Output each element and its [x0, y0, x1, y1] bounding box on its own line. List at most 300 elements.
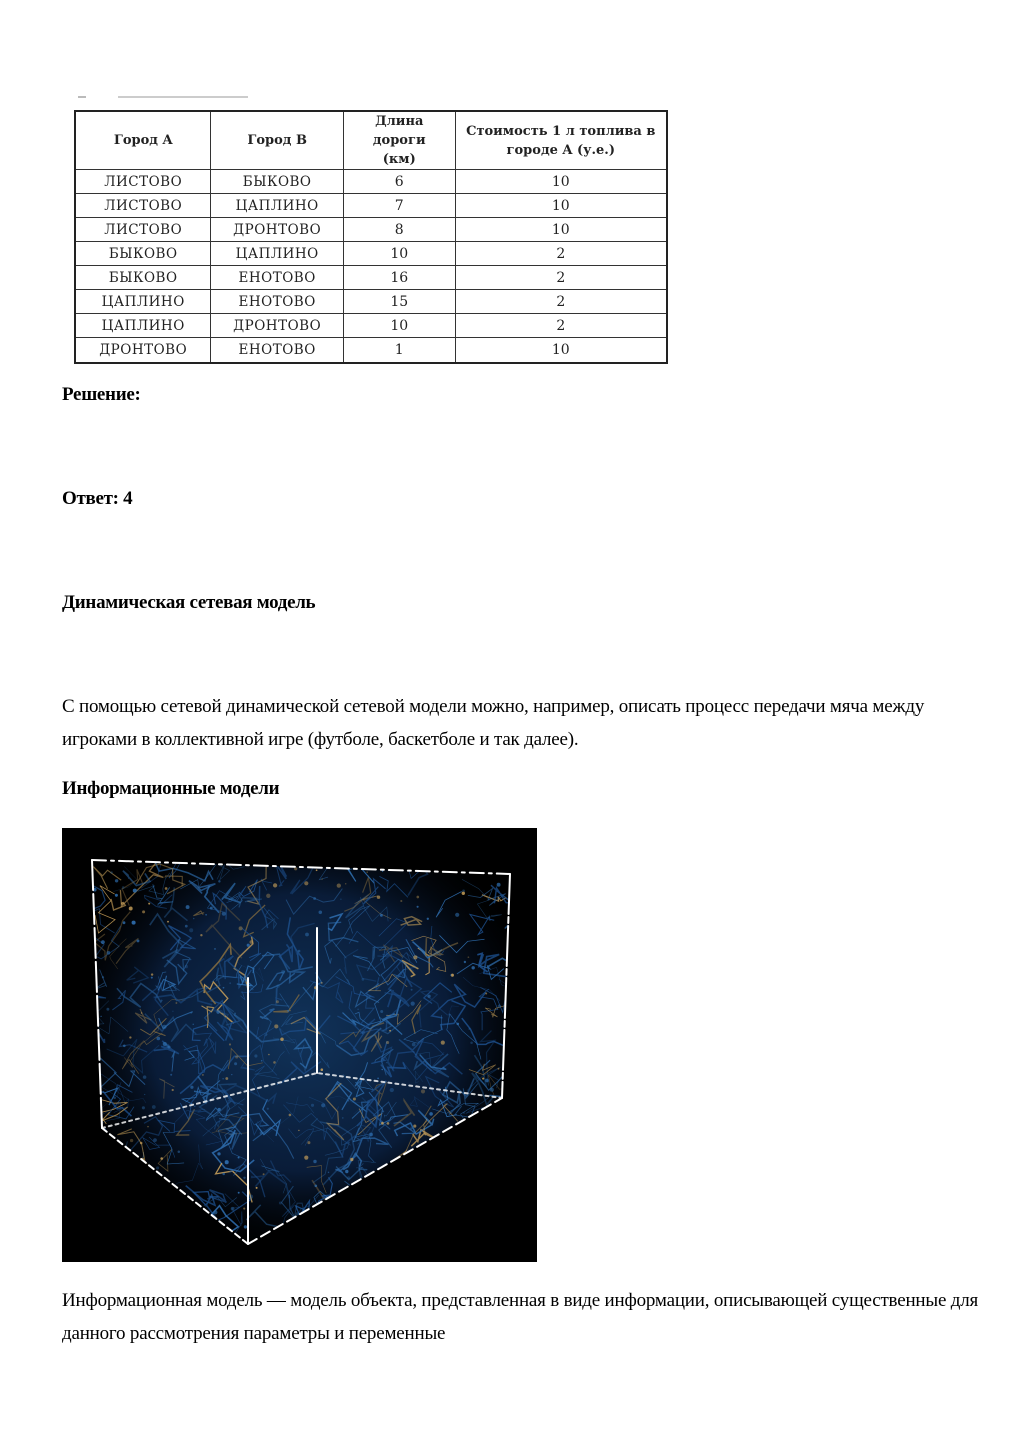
filament-strand [425, 1172, 441, 1183]
section-title-information-models: Информационные модели [62, 778, 280, 799]
filament-strand [80, 1179, 91, 1195]
answer-text: Ответ: 4 [62, 488, 133, 509]
galaxy-cluster-dot [347, 1176, 350, 1179]
filament-strand [303, 1222, 323, 1245]
galaxy-cluster-dot [250, 940, 254, 944]
galaxy-cluster-dot [85, 941, 88, 944]
cell-city-b: ЕНОТОВО [211, 290, 344, 314]
galaxy-cluster-dot [143, 1075, 147, 1079]
galaxy-cluster-dot [313, 897, 316, 900]
galaxy-cluster-dot [107, 951, 111, 955]
galaxy-cluster-dot [147, 1126, 149, 1128]
galaxy-cluster-dot [307, 1141, 310, 1144]
galaxy-cluster-dot [162, 1025, 166, 1029]
galaxy-cluster-dot [463, 1112, 465, 1114]
galaxy-cluster-dot [217, 1152, 220, 1155]
galaxy-cluster-dot [390, 1088, 394, 1092]
galaxy-cluster-dot [450, 974, 451, 975]
galaxy-cluster-dot [411, 989, 413, 991]
galaxy-cluster-dot [193, 918, 195, 920]
filament-strand [381, 1211, 401, 1224]
galaxy-cluster-dot [514, 1086, 516, 1088]
galaxy-cluster-dot [263, 1173, 265, 1175]
galaxy-cluster-dot [517, 1232, 518, 1233]
galaxy-cluster-dot [490, 1088, 494, 1092]
filament-strand [472, 1203, 500, 1259]
galaxy-cluster-dot [280, 1038, 284, 1042]
filament-strand [495, 1126, 526, 1153]
galaxy-cluster-dot [276, 1000, 279, 1003]
filament-strand [472, 1155, 485, 1182]
cell-fuel-cost: 10 [455, 170, 667, 194]
galaxy-cluster-dot [472, 966, 475, 969]
galaxy-cluster-dot [188, 1233, 191, 1236]
galaxy-cluster-dot [485, 1079, 489, 1083]
filament-strand [476, 1118, 513, 1138]
table-row [75, 266, 667, 290]
cell-fuel-cost: 10 [455, 218, 667, 242]
galaxy-cluster-dot [498, 1005, 501, 1008]
galaxy-cluster-dot [402, 1173, 403, 1174]
filament-strand [140, 1165, 153, 1200]
filament-strand [367, 1204, 394, 1230]
filament-strand [75, 1015, 85, 1053]
table-row [75, 242, 667, 266]
galaxy-cluster-dot [345, 883, 347, 885]
filament-strand [513, 831, 537, 896]
section-title-dynamic-model: Динамическая сетевая модель [62, 592, 316, 613]
galaxy-cluster-dot [218, 880, 220, 882]
galaxy-cluster-dot [410, 1223, 413, 1226]
galaxy-cluster-dot [216, 1010, 219, 1013]
galaxy-cluster-dot [492, 1160, 496, 1164]
galaxy-cluster-dot [485, 993, 487, 995]
galaxy-cluster-dot [510, 1200, 513, 1203]
filament-strand [393, 1190, 410, 1197]
table-header-row [75, 111, 667, 170]
galaxy-cluster-dot [214, 948, 216, 950]
galaxy-cluster-dot [175, 1002, 177, 1004]
galaxy-cluster-dot [137, 1228, 140, 1231]
galaxy-cluster-dot [81, 1178, 84, 1181]
galaxy-cluster-dot [515, 987, 518, 990]
galaxy-cluster-dot [470, 1211, 471, 1212]
filament-strand [82, 1117, 96, 1139]
filament-strand [476, 1212, 500, 1253]
galaxy-cluster-dot [151, 977, 153, 979]
galaxy-cluster-dot [315, 1185, 318, 1188]
filament-strand [332, 1214, 345, 1227]
galaxy-cluster-dot [381, 1122, 384, 1125]
galaxy-cluster-dot [289, 1114, 292, 1117]
galaxy-cluster-dot [316, 869, 318, 871]
filament-strand [83, 1131, 99, 1159]
galaxy-cluster-dot [124, 1167, 126, 1169]
galaxy-cluster-dot [148, 903, 150, 905]
cell-road-length: 15 [343, 290, 455, 314]
galaxy-cluster-dot [304, 1156, 308, 1160]
galaxy-cluster-dot [505, 1092, 508, 1095]
galaxy-cluster-dot [101, 940, 105, 944]
galaxy-cluster-dot [165, 887, 168, 890]
galaxy-cluster-dot [296, 1212, 300, 1216]
filament-strand [95, 1203, 115, 1236]
filament-strand [120, 1197, 174, 1227]
table-row [75, 170, 667, 194]
galaxy-cluster-dot [516, 1019, 518, 1021]
galaxy-cluster-dot [366, 871, 368, 873]
galaxy-cluster-dot [113, 1096, 116, 1099]
galaxy-cluster-dot [377, 895, 380, 898]
filament-strand [137, 1214, 167, 1225]
galaxy-cluster-dot [243, 1177, 245, 1179]
filament-strand [455, 1184, 502, 1201]
table-row [75, 314, 667, 338]
galaxy-cluster-dot [380, 914, 383, 917]
cell-city-b: ЦАПЛИНО [211, 194, 344, 218]
galaxy-cluster-dot [473, 1154, 474, 1155]
filament-strand [344, 1213, 375, 1224]
galaxy-cluster-dot [498, 1068, 500, 1070]
galaxy-cluster-dot [415, 1154, 418, 1157]
filament-strand [427, 828, 471, 858]
filament-strand [87, 1204, 114, 1228]
filament-strand [505, 1236, 529, 1262]
cell-road-length: 8 [343, 218, 455, 242]
galaxy-cluster-dot [386, 1062, 387, 1063]
filament-strand [62, 1161, 93, 1185]
galaxy-cluster-dot [235, 1055, 238, 1058]
filament-strand [448, 1166, 469, 1201]
galaxy-cluster-dot [482, 1184, 484, 1186]
galaxy-cluster-dot [225, 1077, 228, 1080]
galaxy-cluster-dot [234, 1062, 237, 1065]
galaxy-cluster-dot [370, 1234, 372, 1236]
cell-fuel-cost: 2 [455, 242, 667, 266]
galaxy-cluster-dot [104, 1214, 107, 1217]
galaxy-cluster-dot [167, 921, 169, 923]
filament-strand [75, 1171, 108, 1180]
galaxy-cluster-dot [362, 1031, 365, 1034]
galaxy-cluster-dot [328, 1172, 329, 1173]
galaxy-cluster-dot [112, 1171, 114, 1173]
galaxy-cluster-dot [394, 1174, 395, 1175]
galaxy-cluster-dot [136, 1205, 140, 1209]
galaxy-cluster-dot [468, 956, 470, 958]
galaxy-cluster-dot [130, 1139, 133, 1142]
filament-strand [407, 1180, 437, 1229]
galaxy-cluster-dot [474, 1174, 476, 1176]
cell-fuel-cost: 2 [455, 290, 667, 314]
galaxy-cluster-dot [518, 980, 519, 981]
galaxy-cluster-dot [421, 1089, 425, 1093]
filament-strand [511, 1161, 537, 1182]
galaxy-cluster-dot [130, 1156, 132, 1158]
galaxy-cluster-dot [348, 1100, 349, 1101]
galaxy-cluster-dot [321, 879, 322, 880]
galaxy-cluster-dot [274, 1024, 278, 1028]
filament-strand [477, 1159, 504, 1176]
filament-strand [164, 1225, 190, 1242]
galaxy-cluster-dot [266, 894, 270, 898]
cell-road-length: 7 [343, 194, 455, 218]
galaxy-cluster-dot [95, 1144, 99, 1148]
galaxy-cluster-dot [339, 1226, 343, 1230]
galaxy-cluster-dot [219, 858, 221, 860]
galaxy-cluster-dot [83, 1041, 84, 1042]
galaxy-cluster-dot [279, 1201, 282, 1204]
galaxy-cluster-dot [87, 902, 90, 905]
filament-strand [81, 1084, 96, 1096]
filament-strand [498, 1207, 503, 1229]
cell-city-a: ЛИСТОВО [75, 170, 211, 194]
galaxy-cluster-dot [363, 860, 367, 864]
cell-city-a: ЛИСТОВО [75, 194, 211, 218]
galaxy-cluster-dot [455, 913, 459, 917]
cell-city-b: ДРОНТОВО [211, 218, 344, 242]
galaxy-cluster-dot [340, 899, 341, 900]
galaxy-cluster-dot [506, 1041, 508, 1043]
galaxy-cluster-dot [218, 1108, 221, 1111]
galaxy-cluster-dot [507, 1230, 509, 1232]
cell-road-length: 10 [343, 314, 455, 338]
galaxy-cluster-dot [381, 1069, 382, 1070]
table-body [75, 170, 667, 364]
galaxy-cluster-dot [321, 982, 323, 984]
galaxy-cluster-dot [497, 883, 501, 887]
galaxy-cluster-dot [229, 982, 231, 984]
galaxy-cluster-dot [91, 1224, 92, 1225]
galaxy-cluster-dot [362, 978, 365, 981]
cell-city-a: БЫКОВО [75, 242, 211, 266]
galaxy-cluster-dot [239, 926, 243, 930]
galaxy-cluster-dot [467, 1236, 470, 1239]
galaxy-cluster-dot [510, 957, 512, 959]
filament-strand [393, 1174, 435, 1185]
galaxy-cluster-dot [303, 1224, 305, 1226]
cell-city-a: ДРОНТОВО [75, 338, 211, 364]
table-row [75, 290, 667, 314]
galaxy-cluster-dot [337, 883, 341, 887]
filament-strand [509, 1070, 533, 1089]
galaxy-cluster-dot [298, 1048, 300, 1050]
filament-strand [426, 1201, 461, 1243]
galaxy-cluster-dot [363, 1197, 365, 1199]
filament-strand [497, 1150, 513, 1173]
galaxy-cluster-dot [464, 961, 466, 963]
filament-strand [457, 1200, 484, 1216]
galaxy-cluster-dot [353, 1097, 356, 1100]
galaxy-cluster-dot [144, 1094, 145, 1095]
galaxy-cluster-dot [427, 918, 429, 920]
cell-road-length: 6 [343, 170, 455, 194]
galaxy-cluster-dot [515, 1183, 519, 1187]
galaxy-cluster-dot [231, 1074, 232, 1075]
galaxy-cluster-dot [399, 1167, 401, 1169]
galaxy-cluster-dot [225, 1160, 229, 1164]
header-city-b: Город B [211, 111, 344, 170]
galaxy-cluster-dot [254, 1054, 257, 1057]
filament-strand [71, 1064, 86, 1106]
galaxy-cluster-dot [141, 1012, 142, 1013]
galaxy-cluster-dot [260, 1131, 263, 1134]
filament-strand [150, 1198, 166, 1216]
galaxy-cluster-dot [115, 879, 118, 882]
filament-strand [458, 1233, 508, 1256]
galaxy-cluster-dot [281, 970, 285, 974]
galaxy-cluster-dot [170, 1074, 172, 1076]
filament-strand [307, 851, 343, 865]
galaxy-cluster-dot [101, 1016, 102, 1017]
galaxy-cluster-dot [231, 1207, 235, 1211]
galaxy-cluster-dot [90, 1048, 94, 1052]
galaxy-cluster-dot [298, 950, 301, 953]
filament-strand [70, 956, 85, 972]
filament-strand [63, 1015, 83, 1053]
galaxy-cluster-dot [157, 1037, 161, 1041]
galaxy-cluster-dot [193, 1024, 194, 1025]
galaxy-cluster-dot [380, 1010, 383, 1013]
filament-strand [517, 1070, 537, 1089]
galaxy-cluster-dot [442, 1216, 445, 1219]
table-row [75, 194, 667, 218]
galaxy-cluster-dot [210, 907, 213, 910]
galaxy-cluster-dot [261, 1060, 263, 1062]
galaxy-cluster-dot [311, 1104, 314, 1107]
galaxy-cluster-dot [129, 907, 133, 911]
galaxy-cluster-dot [123, 921, 126, 924]
filament-strand [417, 1210, 435, 1241]
galaxy-cluster-dot [428, 995, 431, 998]
filament-strand [323, 1200, 369, 1226]
galaxy-cluster-dot [190, 1086, 193, 1089]
galaxy-cluster-dot [517, 1182, 518, 1183]
filament-strand [422, 1146, 438, 1181]
galaxy-cluster-dot [123, 1044, 126, 1047]
galaxy-cluster-dot [194, 1106, 195, 1107]
cosmic-web-cube-figure [62, 828, 537, 1262]
galaxy-cluster-dot [327, 1231, 329, 1233]
galaxy-cluster-dot [83, 1051, 86, 1054]
galaxy-cluster-dot [517, 895, 519, 897]
galaxy-cluster-dot [273, 883, 277, 887]
galaxy-cluster-dot [133, 889, 137, 893]
galaxy-cluster-dot [185, 925, 188, 928]
filament-strand [442, 1196, 472, 1230]
filament-strand [79, 875, 91, 892]
galaxy-cluster-dot [416, 896, 419, 899]
galaxy-cluster-dot [152, 1105, 156, 1109]
galaxy-cluster-dot [244, 1225, 247, 1228]
galaxy-cluster-dot [205, 914, 207, 916]
galaxy-cluster-dot [411, 1002, 415, 1006]
galaxy-cluster-dot [200, 934, 202, 936]
table-row [75, 338, 667, 364]
galaxy-cluster-dot [482, 1078, 484, 1080]
galaxy-cluster-dot [222, 912, 226, 916]
galaxy-cluster-dot [295, 857, 297, 859]
filament-strand [308, 851, 324, 868]
galaxy-cluster-dot [304, 881, 308, 885]
filament-strand [469, 1170, 496, 1176]
galaxy-cluster-dot [105, 1154, 108, 1157]
cell-fuel-cost: 10 [455, 338, 667, 364]
galaxy-cluster-dot [189, 928, 193, 932]
galaxy-cluster-dot [110, 871, 113, 874]
filament-strand [71, 1111, 103, 1136]
galaxy-cluster-dot [437, 1212, 439, 1214]
filament-strand [407, 1193, 452, 1240]
galaxy-cluster-dot [264, 862, 266, 864]
galaxy-cluster-dot [377, 1078, 379, 1080]
header-fuel-cost [455, 111, 667, 170]
filament-strand [62, 858, 86, 880]
galaxy-cluster-dot [222, 1078, 223, 1079]
paragraph-dynamic-model: С помощью сетевой динамической сетевой модели можно, например, описать процесс передачи мяча между игроками в коллективной игре (футболе, баскетболе и так далее). [62, 696, 925, 750]
header-road-length [343, 111, 455, 170]
filament-strand [468, 1216, 484, 1249]
filament-strand [445, 1191, 467, 1226]
scan-artifact [78, 96, 248, 98]
table-row [75, 218, 667, 242]
filament-strand [462, 1137, 482, 1152]
galaxy-cluster-dot [390, 1167, 392, 1169]
filament-strand [62, 1153, 93, 1168]
solution-label: Решение: [62, 384, 141, 405]
galaxy-cluster-dot [160, 1157, 163, 1160]
galaxy-cluster-dot [429, 1112, 433, 1116]
galaxy-cluster-dot [129, 1036, 131, 1038]
galaxy-cluster-dot [249, 1195, 253, 1199]
filament-strand [76, 1213, 120, 1236]
filament-strand [335, 846, 377, 868]
filament-strand [72, 1208, 84, 1226]
galaxy-cluster-dot [382, 1110, 384, 1112]
galaxy-cluster-dot [321, 1103, 325, 1107]
filament-strand [79, 1143, 130, 1182]
cell-city-b: ДРОНТОВО [211, 314, 344, 338]
galaxy-cluster-dot [106, 1008, 109, 1011]
cell-road-length: 10 [343, 242, 455, 266]
filament-strand [489, 1200, 518, 1240]
galaxy-cluster-dot [389, 1030, 391, 1032]
galaxy-cluster-dot [238, 1156, 240, 1158]
galaxy-cluster-dot [429, 1182, 433, 1186]
galaxy-cluster-dot [469, 1028, 470, 1029]
galaxy-cluster-dot [441, 1041, 445, 1045]
cube-illustration [62, 828, 537, 1262]
galaxy-cluster-dot [273, 1061, 276, 1064]
galaxy-cluster-dot [243, 1208, 245, 1210]
cell-city-b: ЦАПЛИНО [211, 242, 344, 266]
galaxy-cluster-dot [386, 1041, 389, 1044]
galaxy-cluster-dot [247, 944, 250, 947]
galaxy-cluster-dot [154, 1192, 156, 1194]
routes-table [74, 110, 668, 364]
galaxy-cluster-dot [287, 1010, 289, 1012]
filament-strand [417, 1186, 437, 1210]
galaxy-cluster-dot [172, 1089, 174, 1091]
galaxy-cluster-dot [410, 1234, 413, 1237]
filament-strand [368, 1170, 397, 1202]
galaxy-cluster-dot [276, 984, 279, 987]
filament-strand [62, 986, 83, 1011]
galaxy-cluster-dot [502, 1198, 505, 1201]
galaxy-cluster-dot [462, 892, 465, 895]
galaxy-cluster-dot [145, 1221, 148, 1224]
galaxy-cluster-dot [345, 1170, 348, 1173]
filament-strand [77, 1138, 89, 1171]
